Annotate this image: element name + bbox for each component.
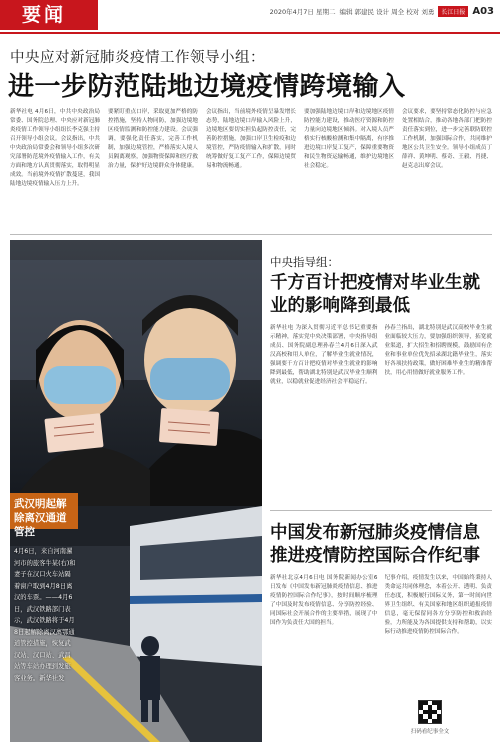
story2-body [270, 574, 492, 744]
page-meta [270, 6, 494, 17]
lead-column-5: 会议要求，要坚持常态化防控与应急处置相结合，推动各地各部门把防控责任落实到位，进一步完善联防联控工作机制，加强国际合作，共同维护地区公共卫生安全。领导小组成员丁薛祥、黄坤明、蔡奇、王毅、肖捷、赵克志出席会议。 [402, 109, 492, 169]
story1-headline: 千方百计把疫情对毕业生就业的影响降到最低 [270, 273, 480, 316]
lead-headline: 进一步防范陆地边境疫情跨境输入 [8, 72, 406, 102]
story1-column-2: 孙春兰指出，湖北特别是武汉高校毕业生就业面临较大压力，要加强组织领导，拓宽就业渠道，扩大招生和招聘规模，鼓励国有企业和事业单位优先招录湖北籍毕业生，落实好各项扶持政策，做好困难毕业生的精准帮扶，用心用情做好就业服务工作。 [384, 325, 492, 376]
lead-body [10, 108, 492, 230]
issue-date: 2020年4月7日 星期二 [269, 8, 336, 16]
lead-column-4: 要加强陆地边境口岸和边境地区疫情防控能力建设，推动医疗资源和防控力量向边境地区倾斜。对入境人员严格实行核酸检测和集中隔离，有序推进边境口岸复工复产，保障重要物资和民生物资运输畅通，维护边境地区社会稳定。 [304, 109, 394, 169]
lead-column-3: 会议指出，当前境外疫情呈暴发增长态势，陆地边境口岸输入风险上升，边境地区要切实担负起防控责任，完善防控措施，加强口岸卫生检疫和边境管控，严防疫情输入和扩散，同时统筹做好复工复产工作，保障边境贸易和物流畅通。 [206, 109, 296, 169]
story2-column-2: 纪事介绍，疫情发生以来，中国始终秉持人类命运共同体理念，本着公开、透明、负责任态度，积极履行国际义务，第一时间向世界卫生组织、有关国家和地区组织通报疫情信息，毫无保留同各方分享防控和救治经验，力所能及为各国提供支持和帮助，以实际行动推进疫情防控国际合作。 [384, 575, 492, 635]
story1-body [270, 324, 492, 502]
page-number: A03 [472, 6, 494, 17]
passengers-illustration [10, 240, 262, 506]
qr-label: 扫码看纪事全文 [410, 729, 450, 735]
news-photo-passengers [10, 240, 262, 506]
story2-headline: 中国发布新冠肺炎疫情信息推进疫情防控国际合作纪事 [270, 523, 480, 566]
paper-tag: 长江日报 [438, 6, 468, 17]
section-title: 要闻 [0, 0, 98, 30]
divider [270, 510, 492, 511]
photo-title: 武汉明起解除离汉通道管控 [10, 493, 78, 529]
story1-kicker: 中央指导组： [270, 255, 339, 269]
masthead-rule [0, 32, 500, 34]
qr-code-icon[interactable] [418, 700, 442, 724]
masthead [0, 0, 500, 34]
lead-column-2: 要紧盯重点口岸，采取更加严格的防控措施，坚持人物同防，加强边境地区疫情监测和防控能力建设。会议强调，要强化责任落实，完善工作机制，加强边境管控，严格落实入境人员隔离观察，加强物资保障和医疗救治力量，保护好边境群众身体健康。 [108, 109, 198, 169]
lead-kicker: 中央应对新冠肺炎疫情工作领导小组： [10, 50, 265, 66]
story1-column-1: 新华社电 为深入贯彻习近平总书记重要指示精神，落实党中央决策部署，中央指导组成员、国务院副总理孙春兰4月6日深入武汉高校和用人单位，了解毕业生就业情况，强调要千方百计把疫情对毕业生就业的影响降到最低，帮助湖北特别是武汉毕业生顺利就业，以稳就业促进经济社会平稳运行。 [270, 325, 378, 385]
divider [10, 234, 492, 235]
story2-column-1: 新华社北京4月6日电 国务院新闻办公室6日发布《中国发布新冠肺炎疫情信息、推进疫情防控国际合作纪事》，按时间顺序梳理了中国及时发布疫情信息、分享防控经验、同国际社会开展合作的主要举措，展现了中国作为负责任大国的担当。 [270, 575, 378, 626]
photo-caption: 4月6日，来自河南漯河市的旅客牛某(右)和妻子在汉口火车站隔着窗户取到4月8日离汉的车票。——4月6日，武汉铁路部门表示，武汉铁路将于4月8日起解除离汉离鄂通道管控措施，恢复武汉站、汉口站、武昌站等车站办理到发旅客业务。新华社发 [14, 548, 76, 682]
editor-credits: 编辑 郭建民 设计 周全 校对 刘勇 [339, 8, 435, 16]
lead-column-1: 新华社电 4月6日，中共中央政治局常委、国务院总理、中央应对新冠肺炎疫情工作领导小组组长李克强主持召开领导小组会议。会议指出，中共中央政治局常委会和领导小组多次研究部署防范境外疫情输入工作，有关方面和地方认真贯彻落实，取得明显成效。当前境外疫情扩散蔓延，我国陆地边境疫情输入压力上升。 [10, 109, 100, 187]
